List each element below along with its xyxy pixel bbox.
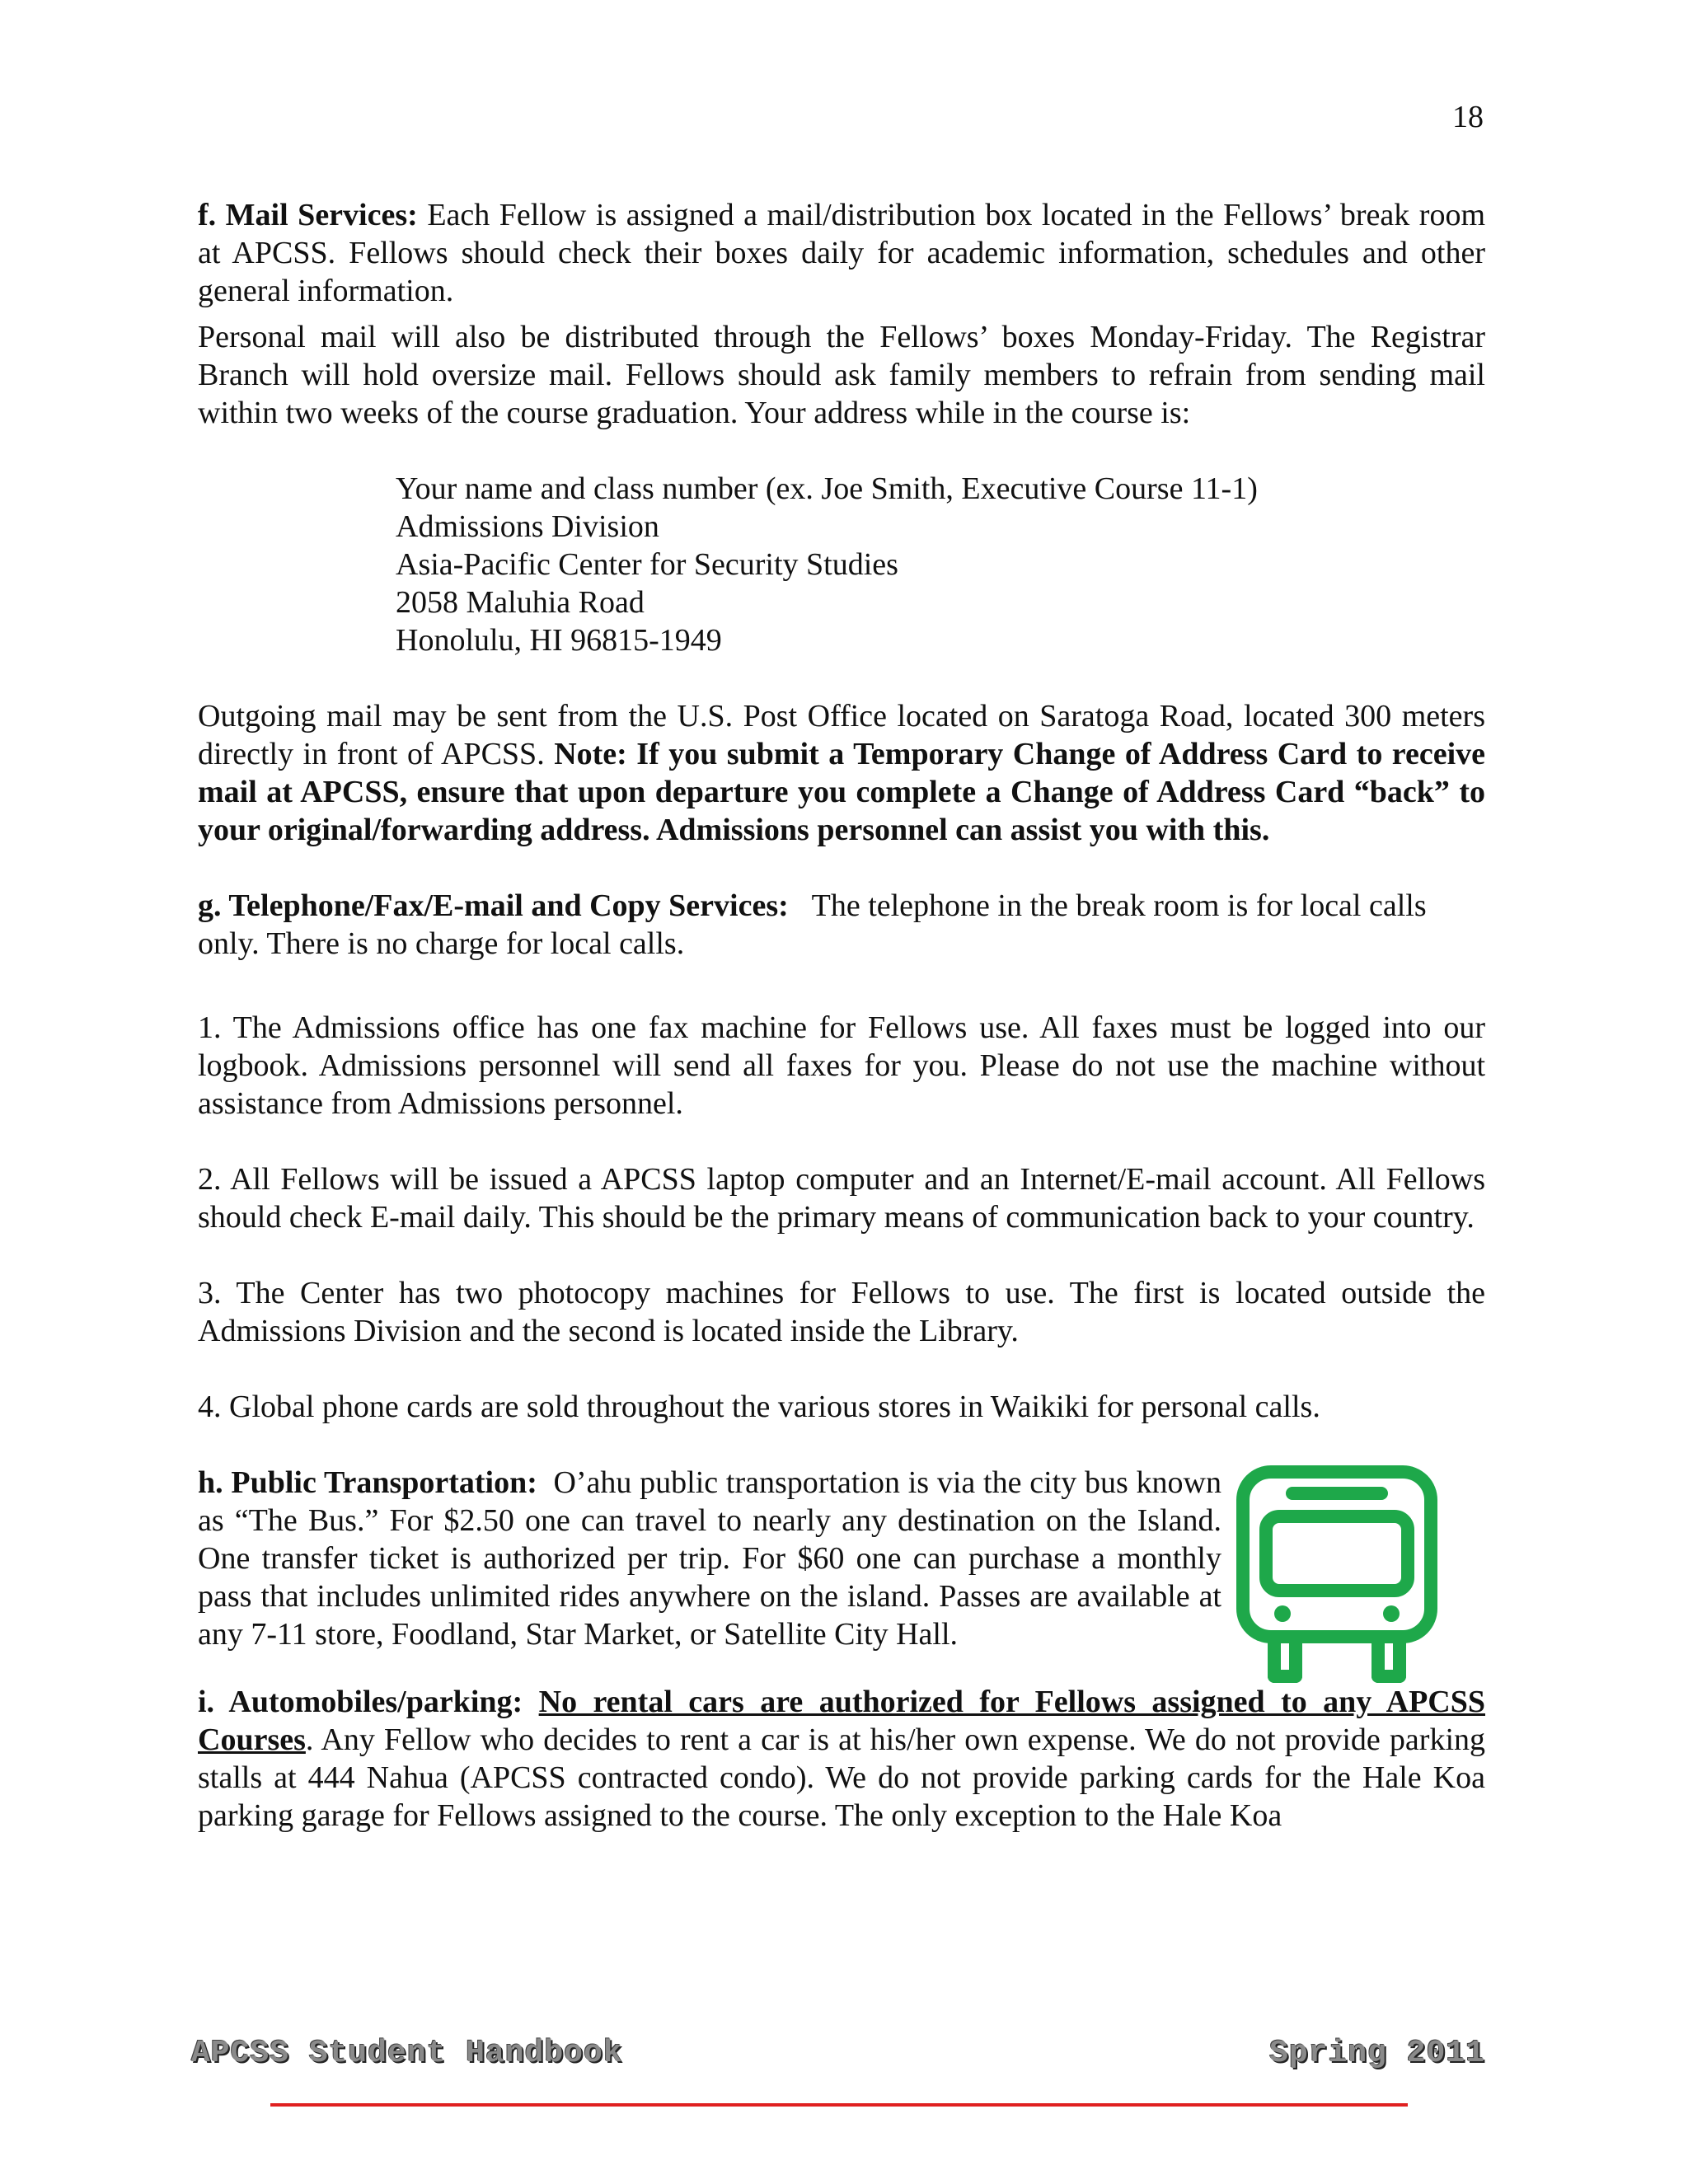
telephone-item-phone-cards: 4. Global phone cards are sold throughout the various stores in Waikiki for personal calls.: [198, 1390, 1320, 1424]
automobiles-text: . Any Fellow who decides to rent a car is at his/her own expense. We do not provide parking stalls at 444 Nahua (APCSS contracted condo). We do not provide parking cards for the Hale Koa parking garage for Fellows assigned to the course. The only exception to the Hale Koa: [198, 1722, 1485, 1833]
address-line: Asia-Pacific Center for Security Studies: [396, 547, 898, 582]
rental-cars-policy: No rental cars are authorized for Fellows assigned to any APCSS Courses: [198, 1685, 1485, 1757]
outgoing-mail-text: Outgoing mail may be sent from the U.S. Post Office located on Saratoga Road, located 300 meters directly in front of APCSS.: [198, 699, 1485, 771]
mail-services-paragraph: [198, 196, 1485, 310]
outgoing-mail-paragraph: [198, 697, 1485, 849]
public-transportation-section: [198, 1464, 1485, 1653]
public-transportation-paragraph: [198, 1464, 1221, 1653]
change-of-address-note: Note: If you submit a Temporary Change of Address Card to receive mail at APCSS, ensure that upon departure you complete a Change of Address Card “back” to your original/forwarding address. Admissions personnel can assist you with this.: [198, 737, 1486, 847]
telephone-intro: The telephone in the break room is for local calls only. There is no charge for local calls.: [198, 888, 1427, 961]
telephone-item-photocopy: 3. The Center has two photocopy machines for Fellows to use. The first is located outside the Admissions Division and the second is located inside the Library.: [198, 1276, 1485, 1348]
footer-handbook-title: APCSS Student Handbook: [191, 2036, 623, 2071]
telephone-heading: g. Telephone/Fax/E-mail and Copy Services:: [198, 888, 789, 923]
automobiles-paragraph: [198, 1683, 1485, 1835]
telephone-item-laptop: 2. All Fellows will be issued a APCSS laptop computer and an Internet/E-mail account. All Fellows should check E-mail daily. This should be the primary means of communication back to your country.: [198, 1162, 1485, 1235]
personal-mail-paragraph: Personal mail will also be distributed through the Fellows’ boxes Monday-Friday. The Registrar Branch will hold oversize mail. Fellows should ask family members to refrain from sending mail within two weeks of the course graduation. Your address while in the course is:: [198, 320, 1485, 430]
address-line: Honolulu, HI 96815-1949: [396, 623, 722, 658]
public-transportation-text: O’ahu public transportation is via the city bus known as “The Bus.” For $2.50 one can travel to nearly any destination on the Island. One transfer ticket is authorized per trip. For $60 one can purchase a monthly pass that includes unlimited rides anywhere on the island. Passes are available at any 7-11 store, Foodland, Star Market, or Satellite City Hall.: [198, 1465, 1221, 1652]
telephone-item-fax: 1. The Admissions office has one fax machine for Fellows use. All faxes must be logged into our logbook. Admissions personnel will send all faxes for you. Please do not use the machine without assistance from Admissions personnel.: [198, 1010, 1485, 1121]
automobiles-heading: i. Automobiles/parking:: [198, 1685, 523, 1719]
footer: [191, 2036, 1485, 2077]
bus-icon: [1235, 1464, 1439, 1685]
public-transportation-heading: h. Public Transportation:: [198, 1465, 537, 1500]
footer-divider: [270, 2103, 1408, 2107]
address-line: 2058 Maluhia Road: [396, 585, 645, 620]
mailing-address: [396, 470, 1485, 659]
mail-services-text: Each Fellow is assigned a mail/distribution box located in the Fellows’ break room at APCSS. Fellows should check their boxes daily for academic information, schedules and other general information.: [198, 198, 1486, 308]
mail-services-heading: f. Mail Services:: [198, 198, 418, 232]
footer-term: Spring 2011: [1269, 2036, 1485, 2071]
telephone-paragraph: [198, 887, 1434, 963]
page-number: 18: [1452, 100, 1484, 134]
address-line: Admissions Division: [396, 509, 659, 544]
document-body: [198, 196, 1485, 1835]
address-line: Your name and class number (ex. Joe Smith, Executive Course 11-1): [396, 471, 1258, 506]
